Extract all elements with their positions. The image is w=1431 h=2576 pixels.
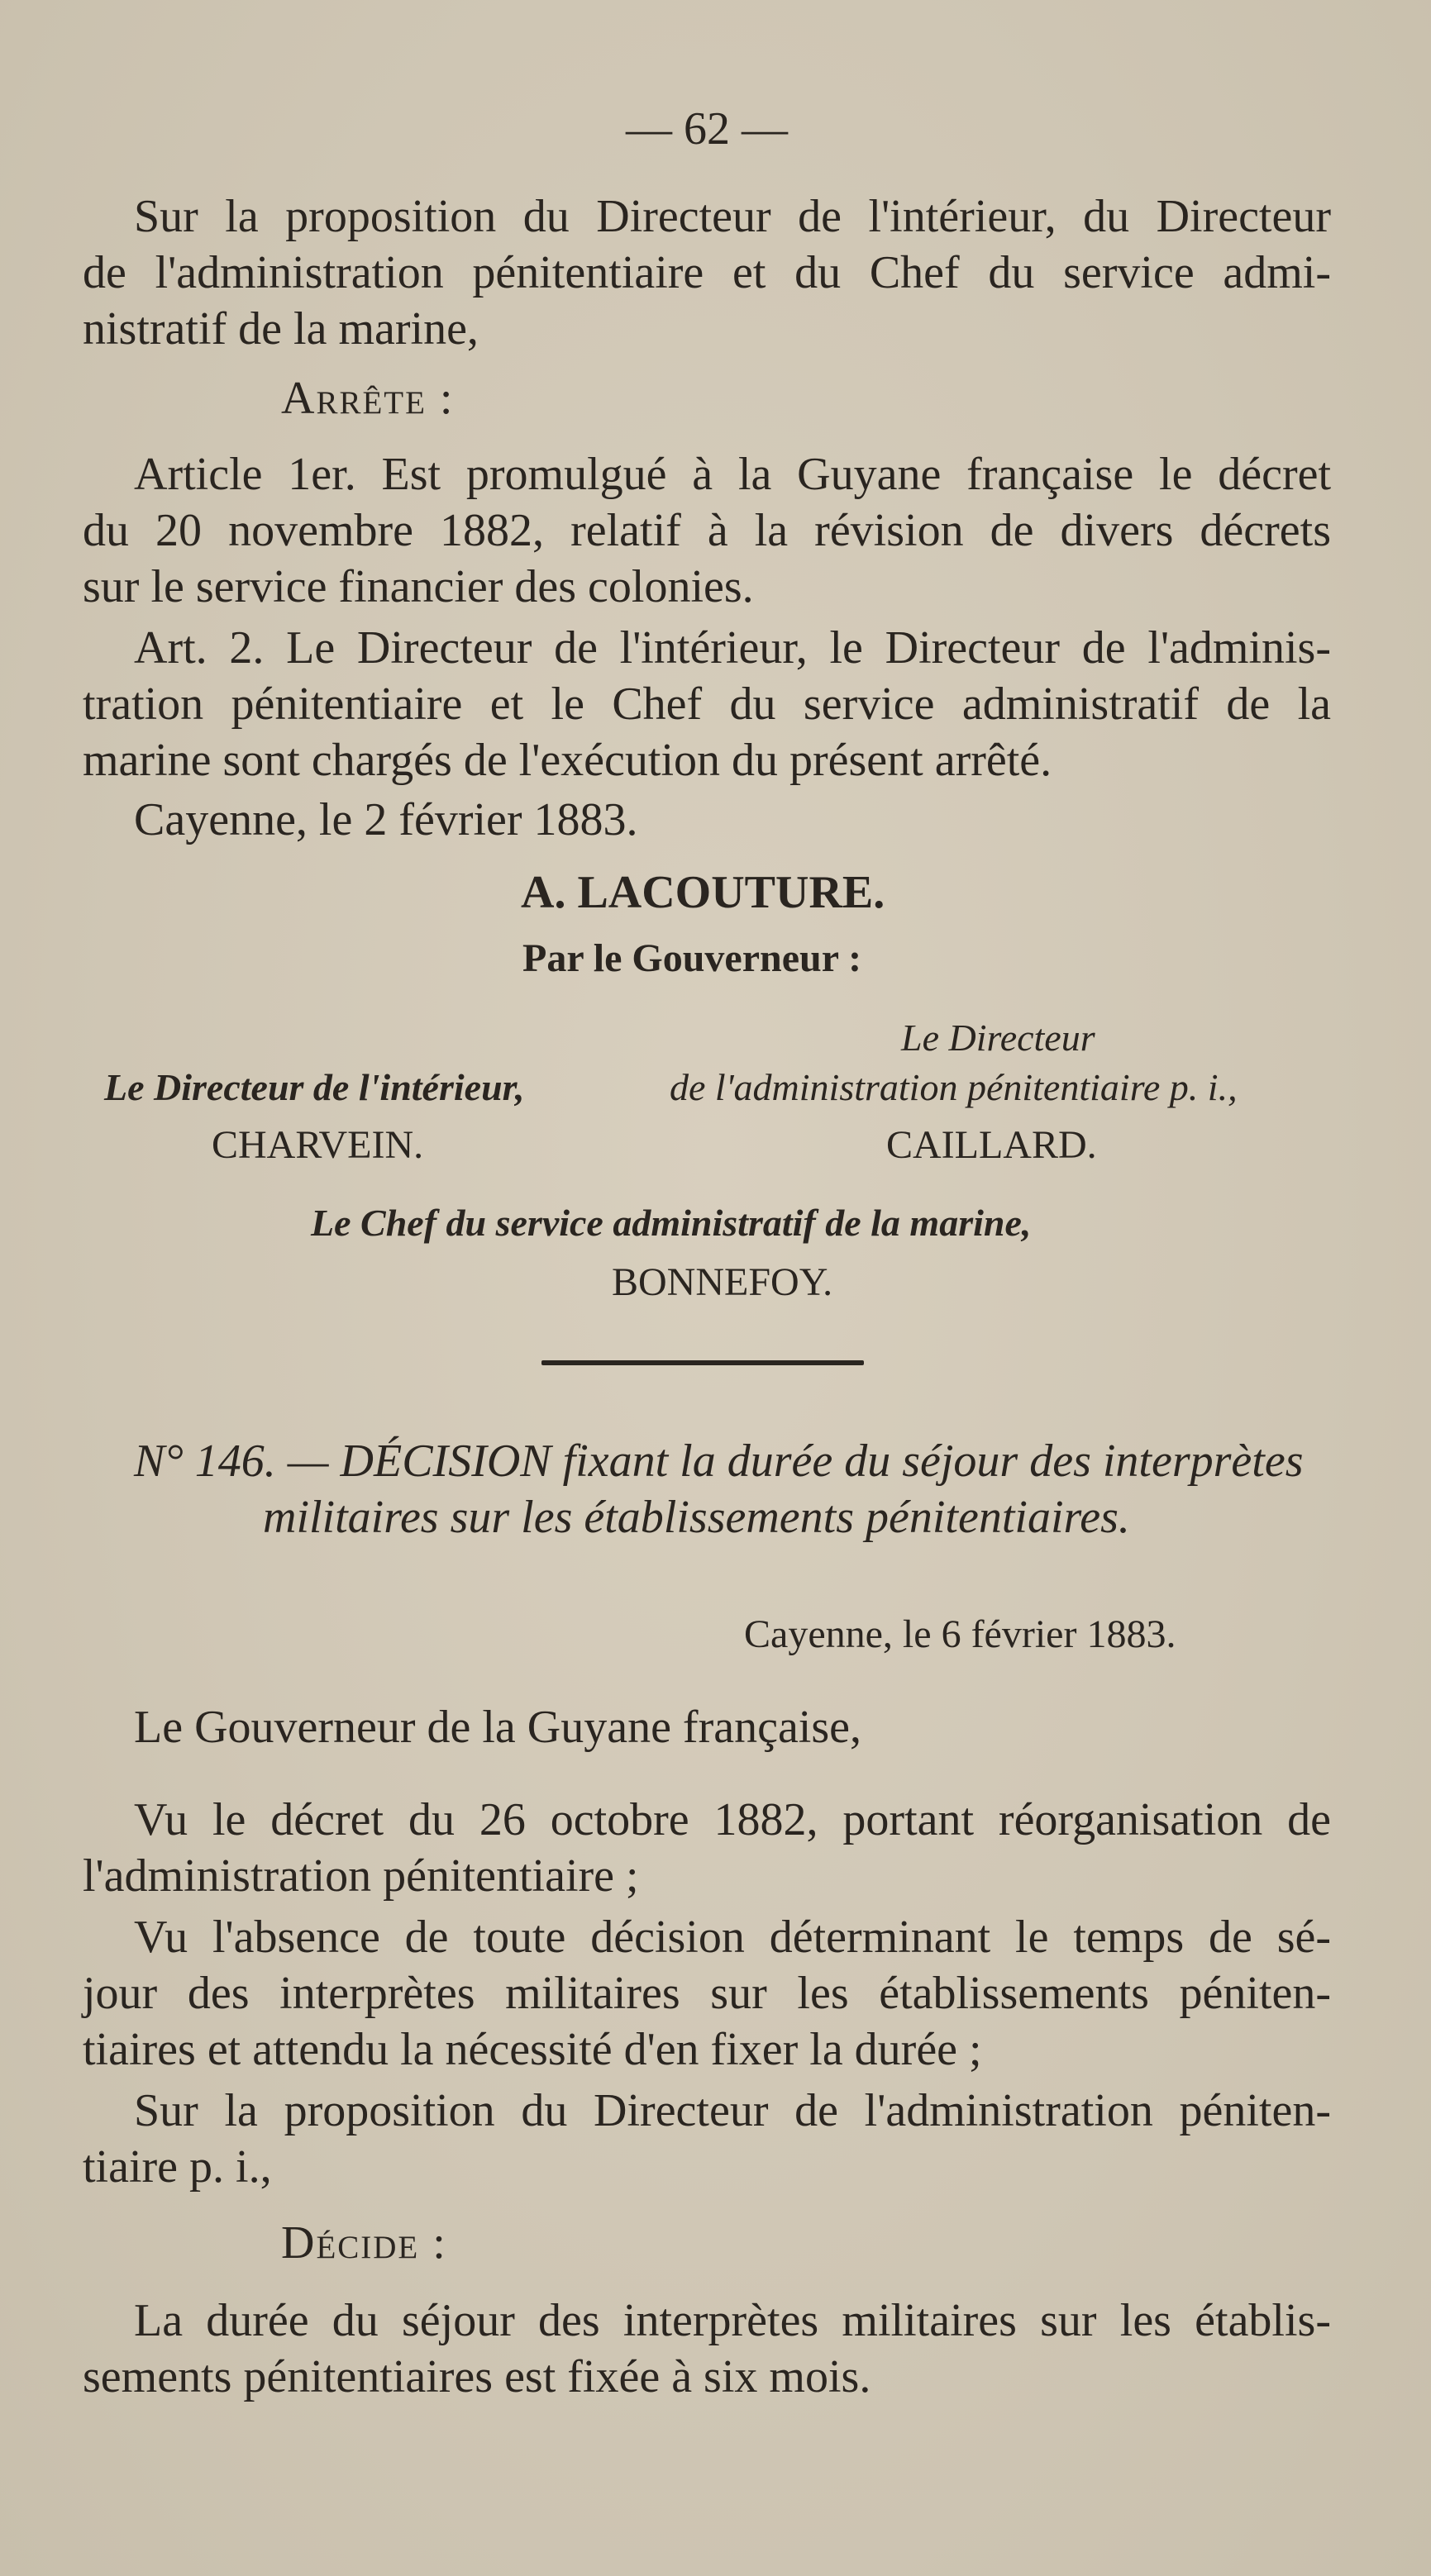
considerant-line: Sur la proposition du Directeur de l'intérieur, du Directeur <box>134 191 1331 242</box>
vu-line: jour des interprètes militaires sur les établissements péniten- <box>83 1968 1331 2019</box>
decision-place-date: Cayenne, le 6 février 1883. <box>744 1612 1176 1656</box>
signature-left-name: CHARVEIN. <box>212 1123 424 1167</box>
arrete-heading: Arrête : <box>281 373 455 424</box>
signature-right-name: CAILLARD. <box>886 1123 1097 1167</box>
signature-bottom-name: BONNEFOY. <box>612 1260 833 1304</box>
article-2-line: Art. 2. Le Directeur de l'intérieur, le Directeur de l'adminis- <box>134 622 1331 674</box>
gouverneur-line: Le Gouverneur de la Guyane française, <box>134 1702 862 1753</box>
arrete-place-date: Cayenne, le 2 février 1883. <box>134 794 638 845</box>
signature-left-title: Le Directeur de l'intérieur, <box>104 1066 525 1108</box>
decision-title: N° 146. — DÉCISION fixant la durée du séjour des interprètes <box>134 1436 1304 1487</box>
vu-line: Vu l'absence de toute décision déterminant le temps de sé- <box>134 1912 1331 1963</box>
vu-line: tiaires et attendu la nécessité d'en fixer la durée ; <box>83 2024 982 2075</box>
decision-body-line: sements pénitentiaires est fixée à six mois. <box>83 2351 871 2402</box>
signature-right-title: de l'administration pénitentiaire p. i., <box>670 1066 1238 1108</box>
signature-bottom-title: Le Chef du service administratif de la marine, <box>311 1202 1032 1244</box>
considerant-line: nistratif de la marine, <box>83 303 479 355</box>
page-number: — 62 — <box>626 103 788 155</box>
proposition-line: tiaire p. i., <box>83 2141 272 2193</box>
decision-title: militaires sur les établissements pénitentiaires. <box>263 1492 1130 1543</box>
decision-body-line: La durée du séjour des interprètes militaires sur les établis- <box>134 2295 1331 2346</box>
article-1-line: sur le service financier des colonies. <box>83 561 754 612</box>
signature-right-title: Le Directeur <box>901 1017 1095 1059</box>
par-le-gouverneur: Par le Gouverneur : <box>522 936 862 980</box>
article-1-line: du 20 novembre 1882, relatif à la révision de divers décrets <box>83 505 1331 556</box>
article-2-line: tration pénitentiaire et le Chef du service administratif de la <box>83 679 1331 730</box>
vu-line: l'administration pénitentiaire ; <box>83 1850 639 1902</box>
section-divider <box>541 1360 864 1365</box>
proposition-line: Sur la proposition du Directeur de l'administration péniten- <box>134 2085 1331 2136</box>
vu-line: Vu le décret du 26 octobre 1882, portant réorganisation de <box>134 1794 1331 1845</box>
article-2-line: marine sont chargés de l'exécution du présent arrêté. <box>83 735 1052 786</box>
governor-signature: A. LACOUTURE. <box>521 867 885 918</box>
article-1-line: Article 1er. Est promulgué à la Guyane française le décret <box>134 449 1331 500</box>
decision-heading: Décide : <box>281 2217 447 2269</box>
considerant-line: de l'administration pénitentiaire et du Chef du service admi- <box>83 247 1331 298</box>
